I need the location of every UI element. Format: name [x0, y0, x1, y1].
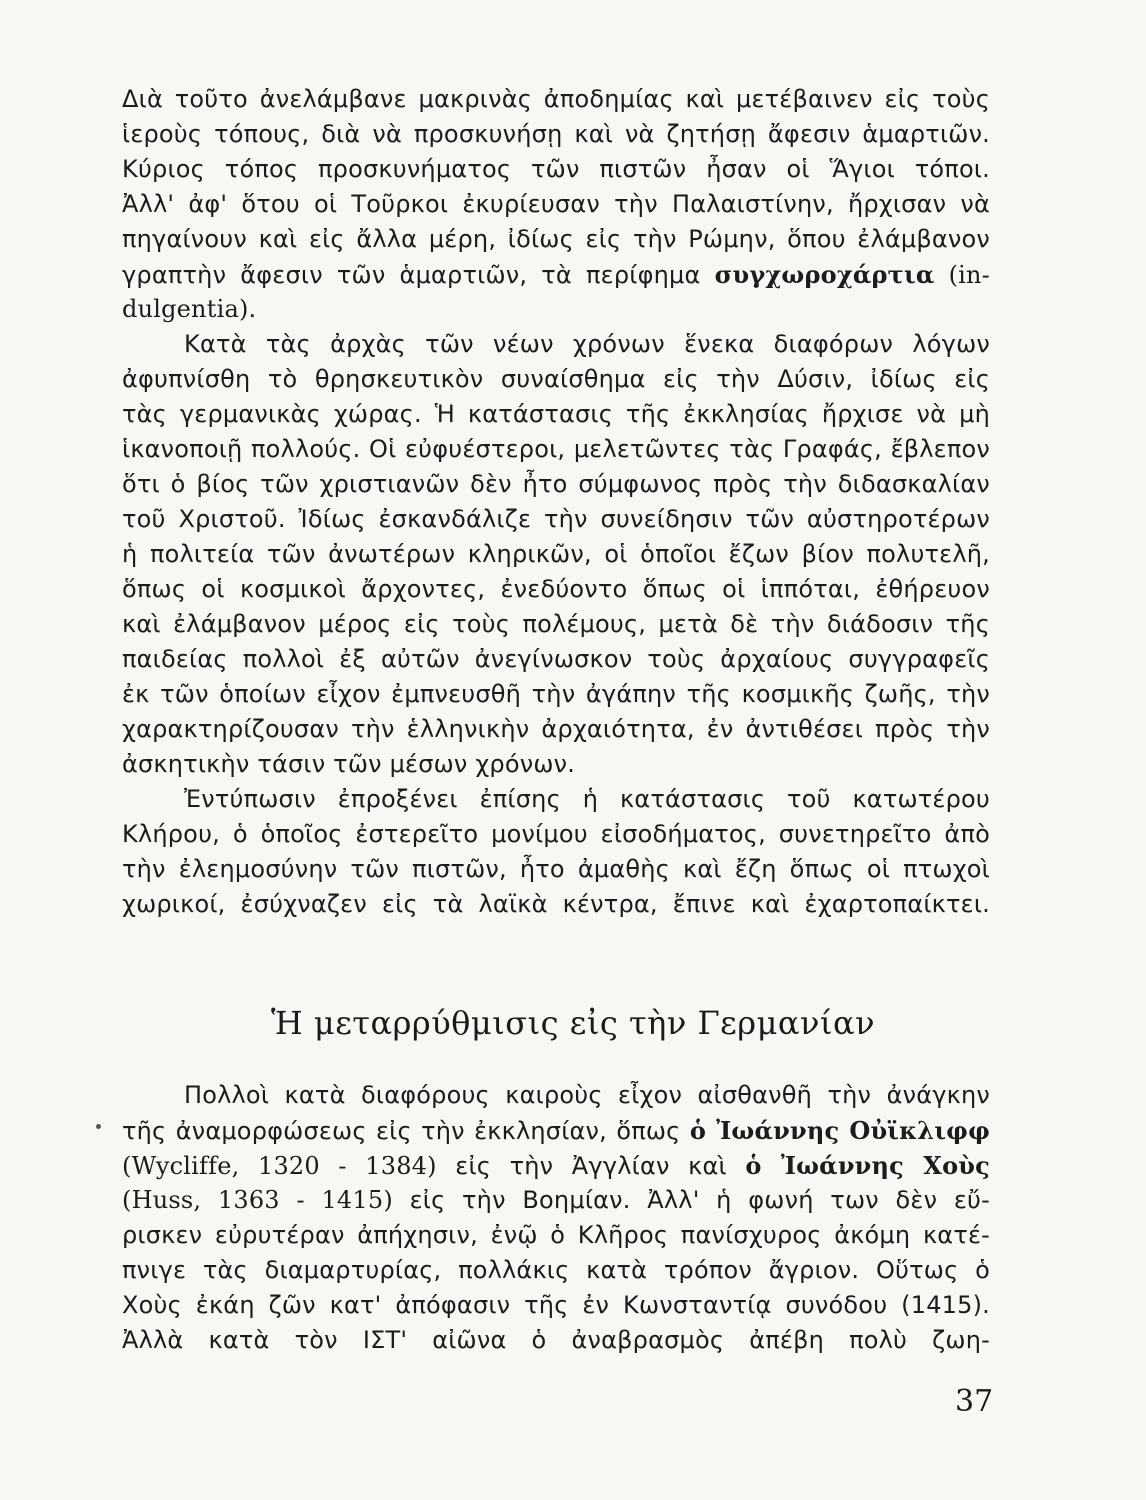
text-line — [122, 1148, 990, 1183]
text-line: τὴν ἐλεημοσύνην τῶν πιστῶν, ἦτο ἀμαθὴς καὶ ἔζη ὅπως οἱ πτωχοὶ — [122, 855, 990, 883]
text-line: χαρακτηρίζουσαν τὴν ἑλληνικὴν ἀρχαιότητα, ἐν ἀντιθέσει πρὸς τὴν — [122, 715, 990, 743]
text-line: Ἀλλὰ κατὰ τὸν ΙΣΤ' αἰῶνα ὁ ἀναβρασμὸς ἀπέβη πολὺ ζωη- — [122, 1326, 990, 1354]
text-line: τὰς γερμανικὰς χώρας. Ἡ κατάστασις τῆς ἐκκλησίας ἤρχισε νὰ μὴ — [122, 400, 990, 428]
body-text-lower — [122, 1078, 990, 1358]
text-line: ὅπως οἱ κοσμικοὶ ἄρχοντες, ἐνεδύοντο ὅπως οἱ ἱππόται, ἐθήρευον — [122, 575, 990, 603]
text-line: πηγαίνουν καὶ εἰς ἄλλα μέρη, ἰδίως εἰς τὴν Ρώμην, ὅπου ἐλάμβανον — [122, 225, 990, 253]
text-line: ἀσκητικὴν τάσιν τῶν μέσων χρόνων. — [122, 750, 576, 778]
text-line: ἐκ τῶν ὁποίων εἶχον ἐμπνευσθῆ τὴν ἀγάπην τῆς κοσμικῆς ζωῆς, τὴν — [122, 680, 990, 708]
text-fragment: (Huss, 1363 - 1415) — [122, 1186, 393, 1214]
section-heading: Ἡ μεταρρύθμισις εἰς τὴν Γερμανίαν — [270, 1004, 876, 1042]
text-fragment: γραπτὴν ἄφεσιν τῶν ἁμαρτιῶν, τὰ περίφημα — [122, 261, 701, 289]
text-fragment: (Wycliffe, 1320 - 1384) — [122, 1152, 437, 1180]
text-line: Κλήρου, ὁ ὁποῖος ἐστερεῖτο μονίμου εἰσοδήματος, συνετηρεῖτο ἀπὸ — [122, 820, 990, 848]
text-line: Χοὺς ἐκάη ζῶν κατ' ἀπόφασιν τῆς ἐν Κωνσταντίᾳ συνόδου (1415). — [122, 1291, 990, 1319]
text-line: dulgentia). — [122, 295, 257, 323]
text-line: Πολλοὶ κατὰ διαφόρους καιροὺς εἶχον αἰσθανθῆ τὴν ἀνάγκην — [184, 1081, 990, 1109]
text-line: ἱεροὺς τόπους, διὰ νὰ προσκυνήσῃ καὶ νὰ ζητήσῃ ἄφεσιν ἁμαρτιῶν. — [122, 120, 990, 148]
text-line: ρισκεν εὐρυτέραν ἀπήχησιν, ἐνῷ ὁ Κλῆρος πανίσχυρος ἀκόμη κατέ- — [122, 1221, 990, 1249]
text-line: ὅτι ὁ βίος τῶν χριστιανῶν δὲν ἦτο σύμφωνος πρὸς τὴν διδασκαλίαν — [122, 470, 990, 498]
text-line: τοῦ Χριστοῦ. Ἰδίως ἐσκανδάλιζε τὴν συνείδησιν τῶν αὐστηροτέρων — [122, 505, 990, 533]
text-fragment: εἰς τὴν Ἀγγλίαν καὶ — [455, 1152, 727, 1180]
text-line — [122, 1113, 990, 1148]
text-fragment: τῆς ἀναμορφώσεως εἰς τὴν ἐκκλησίαν, ὅπως — [122, 1117, 681, 1145]
text-line: Διὰ τοῦτο ἀνελάμβανε μακρινὰς ἀποδημίας καὶ μετέβαινεν εἰς τοὺς — [122, 85, 990, 113]
text-line: χωρικοί, ἐσύχναζεν εἰς τὰ λαϊκὰ κέντρα, ἔπινε καὶ ἐχαρτοπαίκτει. — [122, 890, 990, 918]
text-fragment: (in- — [948, 261, 990, 289]
text-line — [122, 257, 990, 292]
page-number: 37 — [955, 1384, 994, 1419]
text-line: Κατὰ τὰς ἀρχὰς τῶν νέων χρόνων ἕνεκα διαφόρων λόγων — [184, 330, 990, 358]
text-line: Ἀλλ' ἀφ' ὅτου οἱ Τοῦρκοι ἐκυρίευσαν τὴν Παλαιστίνην, ἤρχισαν νὰ — [122, 190, 990, 218]
text-line: Κύριος τόπος προσκυνήματος τῶν πιστῶν ἦσαν οἱ Ἅγιοι τόποι. — [122, 155, 990, 183]
text-line: παιδείας πολλοὶ ἐξ αὐτῶν ἀνεγίνωσκον τοὺς ἀρχαίους συγγραφεῖς — [122, 645, 990, 673]
bold-name: ὁ Ἰωάννης Χοὺς — [745, 1151, 990, 1180]
text-fragment: εἰς τὴν Βοημίαν. Ἀλλ' ἡ φωνή των δὲν εὔ- — [409, 1186, 990, 1214]
bold-term: συγχωροχάρτια — [714, 260, 935, 289]
text-line: Ἐντύπωσιν ἐπροξένει ἐπίσης ἡ κατάστασις τοῦ κατωτέρου — [184, 785, 990, 813]
text-line: ἱκανοποιῇ πολλούς. Οἱ εὐφυέστεροι, μελετῶντες τὰς Γραφάς, ἔβλεπον — [122, 435, 990, 463]
body-text-upper — [122, 82, 990, 922]
margin-mark — [96, 1124, 101, 1129]
text-line — [122, 1183, 990, 1218]
text-line: ἀφυπνίσθη τὸ θρησκευτικὸν συναίσθημα εἰς τὴν Δύσιν, ἰδίως εἰς — [122, 365, 990, 393]
bold-name: ὁ Ἰωάννης Οὐϊκλιφφ — [689, 1116, 990, 1145]
text-line: καὶ ἐλάμβανον μέρος εἰς τοὺς πολέμους, μετὰ δὲ τὴν διάδοσιν τῆς — [122, 610, 990, 638]
text-line: πνιγε τὰς διαμαρτυρίας, πολλάκις κατὰ τρόπον ἄγριον. Οὕτως ὁ — [122, 1256, 990, 1284]
text-line: ἡ πολιτεία τῶν ἀνωτέρων κληρικῶν, οἱ ὁποῖοι ἔζων βίον πολυτελῆ, — [122, 540, 990, 568]
